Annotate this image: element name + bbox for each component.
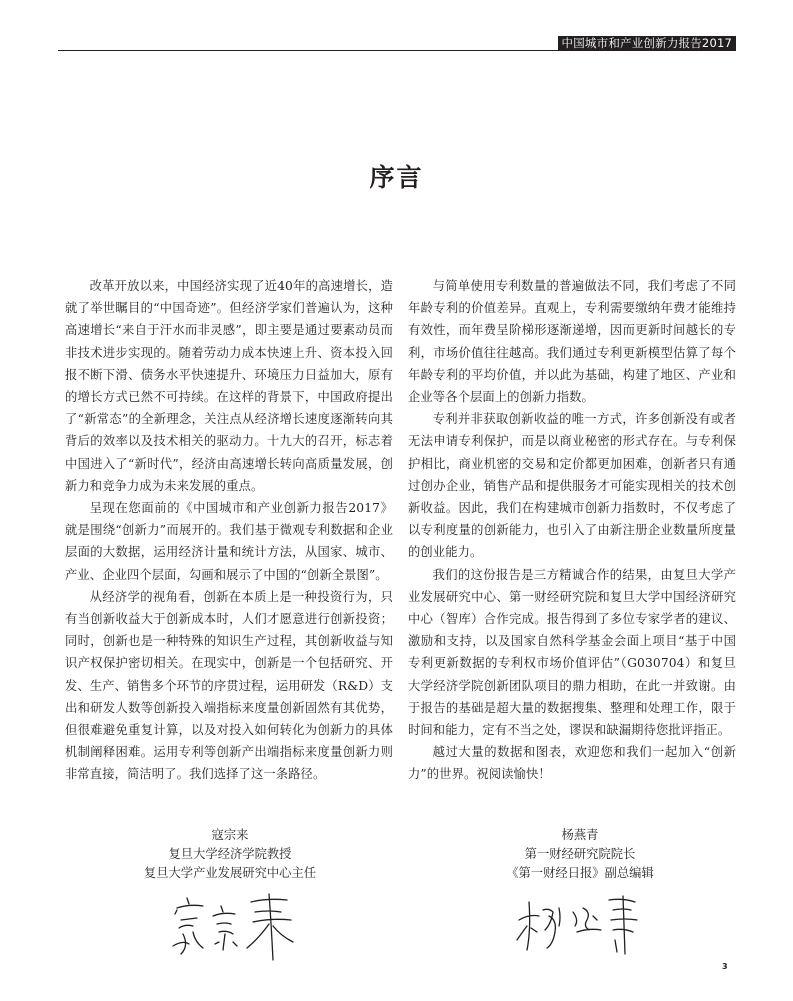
signer-name: 寇宗来 — [211, 828, 249, 842]
page-number: 3 — [722, 962, 728, 971]
paragraph: 从经济学的视角看，创新在本质上是一种投资行为，只有当创新收益大于创新成本时，人们才愿意进行创新投资；同时，创新也是一种特殊的知识生产过程，其创新收益与知识产权保护密切相关。在现实中，创新是一个包括研究、开发、生产、销售多个环节的序贯过程，运用研发（R&D）支出和研发人数等创新投入端指标来度量创新固然有其优势，但很难避免重复计算，以及对投入如何转化为创新力的具体机制阐释困难。运用专利等创新产出端指标来度量创新力则非常直接，简洁明了。我们选择了这一条路径。 — [65, 589, 393, 782]
running-header: 中国城市和产业创新力报告2017 — [558, 36, 736, 50]
signer-name: 杨燕青 — [561, 828, 599, 842]
page-title: 序言 — [369, 163, 424, 192]
signature-block-left — [110, 826, 350, 962]
paragraph: 我们的这份报告是三方精诚合作的结果，由复旦大学产业发展研究中心、第一财经研究院和复旦大学中国经济研究中心（智库）合作完成。报告得到了多位专家学者的建议、激励和支持，以及国家自然科学基金会面上项目“基于中国专利更新数据的专利权市场价值评估”（G030704）和复旦大学经济学院创新团队项目的鼎力相助，在此一并致谢。由于报告的基础是超大量的数据搜集、整理和处理工作，限于时间和能力，定有不当之处，谬误和缺漏期待您批评指正。 — [408, 567, 736, 738]
paragraph: 改革开放以来，中国经济实现了近40年的高速增长，造就了举世瞩目的“中国奇迹”。但经济学家们普遍认为，这种高速增长“来自于汗水而非灵感”，即主要是通过要素动员而非技术进步实现的。随着劳动力成本快速上升、资本投入回报不断下滑、债务水平快速提升、环境压力日益加大，原有的增长方式已然不可持续。在这样的背景下，中国政府提出了“新常态”的全新理念，关注点从经济增长速度逐渐转向其背后的效率以及技术相关的驱动力。十九大的召开，标志着中国进入了“新时代”，经济由高速增长转向高质量发展，创新力和竞争力成为未来发展的重点。 — [65, 279, 393, 493]
signer-title: 第一财经研究院院长 — [524, 846, 636, 861]
signer-title: 复旦大学产业发展研究中心主任 — [143, 865, 317, 880]
paragraph: 呈现在您面前的《中国城市和产业创新力报告2017》就是围绕“创新力”而展开的。我们基于微观专利数据和企业层面的大数据，运用经济计量和统计方法，从国家、城市、产业、企业四个层面，勾画和展示了中国的“创新全景图”。 — [65, 501, 393, 582]
signature-block-right — [460, 826, 700, 962]
signer-title: 复旦大学经济学院教授 — [168, 846, 292, 861]
signer-title: 《第一财经日报》副总编辑 — [506, 865, 654, 880]
header-rule — [58, 50, 736, 51]
handwritten-signature-right — [513, 890, 648, 962]
handwritten-signature-left — [163, 890, 298, 962]
right-column — [408, 275, 736, 786]
left-column — [65, 275, 393, 786]
paragraph: 与简单使用专利数量的普遍做法不同，我们考虑了不同年龄专利的价值差异。直观上，专利需要缴纳年费才能维持有效性，而年费呈阶梯形逐渐递增，因而更新时间越长的专利，市场价值往往越高。我们通过专利更新模型估算了每个年龄专利的平均价值，并以此为基础，构建了地区、产业和企业等各个层面上的创新力指数。 — [408, 279, 736, 405]
paragraph: 越过大量的数据和图表，欢迎您和我们一起加入“创新力”的世界。祝阅读愉快！ — [408, 745, 736, 782]
paragraph: 专利并非获取创新收益的唯一方式，许多创新没有或者无法申请专利保护，而是以商业秘密的形式存在。与专利保护相比，商业机密的交易和定价都更加困难，创新者只有通过创办企业，销售产品和提供服务才可能实现相关的技术创新收益。因此，我们在构建城市创新力指数时，不仅考虑了以专利度量的创新能力，也引入了由新注册企业数量所度量的创业能力。 — [408, 412, 736, 560]
